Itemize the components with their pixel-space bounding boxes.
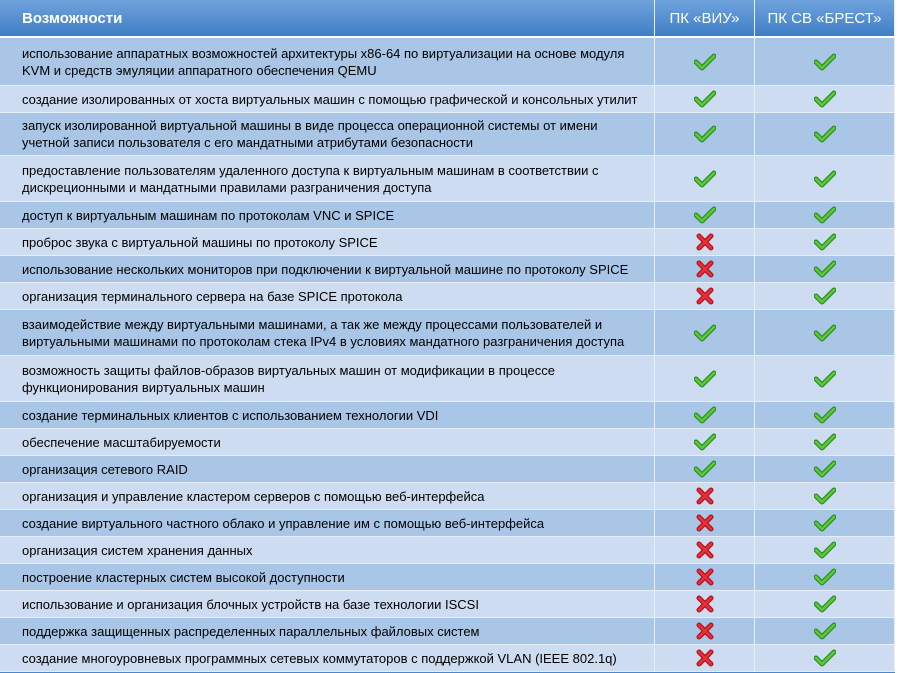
cell-brest — [755, 229, 895, 256]
feature-text: запуск изолированной виртуальной машины в виде процесса операционной системы от имени учетной записи пользователя с его мандатными атрибутами безопасности — [0, 113, 655, 156]
cell-brest — [755, 113, 895, 156]
check-icon — [694, 433, 716, 451]
cross-icon — [696, 595, 714, 613]
cross-icon — [696, 487, 714, 505]
cell-brest — [755, 510, 895, 537]
cell-brest — [755, 645, 895, 672]
cell-viu — [655, 356, 755, 402]
cell-brest — [755, 456, 895, 483]
cell-brest — [755, 618, 895, 645]
check-icon — [814, 260, 836, 278]
cell-brest — [755, 402, 895, 429]
cell-brest — [755, 256, 895, 283]
check-icon — [694, 370, 716, 388]
check-icon — [694, 90, 716, 108]
feature-text: обеспечение масштабируемости — [0, 429, 655, 456]
header-features: Возможности — [0, 0, 655, 38]
feature-text: использование нескольких мониторов при подключении к виртуальной машине по протоколу SPICE — [0, 256, 655, 283]
check-icon — [814, 90, 836, 108]
cross-icon — [696, 260, 714, 278]
feature-text: проброс звука с виртуальной машины по протоколу SPICE — [0, 229, 655, 256]
cross-icon — [696, 514, 714, 532]
cell-viu — [655, 456, 755, 483]
cell-brest — [755, 283, 895, 310]
check-icon — [814, 460, 836, 478]
feature-text: организация терминального сервера на базе SPICE протокола — [0, 283, 655, 310]
cell-brest — [755, 356, 895, 402]
cell-viu — [655, 591, 755, 618]
check-icon — [814, 206, 836, 224]
check-icon — [814, 53, 836, 71]
cell-viu — [655, 86, 755, 113]
cell-brest — [755, 483, 895, 510]
cell-brest — [755, 202, 895, 229]
check-icon — [694, 460, 716, 478]
check-icon — [814, 568, 836, 586]
check-icon — [694, 125, 716, 143]
feature-text: организация и управление кластером серверов с помощью веб-интерфейса — [0, 483, 655, 510]
cell-viu — [655, 564, 755, 591]
cross-icon — [696, 568, 714, 586]
feature-text: создание терминальных клиентов с использованием технологии VDI — [0, 402, 655, 429]
cell-viu — [655, 156, 755, 202]
feature-text: построение кластерных систем высокой доступности — [0, 564, 655, 591]
cell-brest — [755, 38, 895, 86]
check-icon — [814, 170, 836, 188]
cross-icon — [696, 649, 714, 667]
cross-icon — [696, 541, 714, 559]
check-icon — [814, 487, 836, 505]
check-icon — [814, 541, 836, 559]
cell-brest — [755, 310, 895, 356]
check-icon — [814, 406, 836, 424]
check-icon — [694, 406, 716, 424]
check-icon — [694, 206, 716, 224]
cell-viu — [655, 537, 755, 564]
feature-text: возможность защиты файлов-образов виртуальных машин от модификации в процессе функционирования виртуальных машин — [0, 356, 655, 402]
cell-viu — [655, 402, 755, 429]
feature-text: создание многоуровневых программных сетевых коммутаторов с поддержкой VLAN (IEEE 802.1q) — [0, 645, 655, 672]
check-icon — [814, 233, 836, 251]
feature-text: организация систем хранения данных — [0, 537, 655, 564]
cell-brest — [755, 591, 895, 618]
cell-viu — [655, 256, 755, 283]
cell-brest — [755, 86, 895, 113]
feature-text: доступ к виртуальным машинам по протоколам VNC и SPICE — [0, 202, 655, 229]
check-icon — [814, 287, 836, 305]
cell-viu — [655, 283, 755, 310]
feature-text: создание виртуального частного облако и управление им с помощью веб-интерфейса — [0, 510, 655, 537]
cross-icon — [696, 287, 714, 305]
cell-viu — [655, 618, 755, 645]
cell-viu — [655, 310, 755, 356]
check-icon — [814, 649, 836, 667]
check-icon — [814, 622, 836, 640]
cell-viu — [655, 113, 755, 156]
check-icon — [694, 324, 716, 342]
check-icon — [814, 324, 836, 342]
header-viu: ПК «ВИУ» — [655, 0, 755, 38]
feature-text: предоставление пользователям удаленного доступа к виртуальным машинам в соответствии с дискреционными и мандатными правилами разграничения доступа — [0, 156, 655, 202]
check-icon — [814, 595, 836, 613]
cross-icon — [696, 622, 714, 640]
cell-brest — [755, 429, 895, 456]
header-brest: ПК СВ «БРЕСТ» — [755, 0, 895, 38]
cell-viu — [655, 510, 755, 537]
cross-icon — [696, 233, 714, 251]
cell-viu — [655, 38, 755, 86]
cell-viu — [655, 645, 755, 672]
feature-text: организация сетевого RAID — [0, 456, 655, 483]
cell-brest — [755, 564, 895, 591]
feature-text: поддержка защищенных распределенных параллельных файловых систем — [0, 618, 655, 645]
check-icon — [814, 514, 836, 532]
check-icon — [814, 125, 836, 143]
cell-brest — [755, 156, 895, 202]
feature-text: использование и организация блочных устройств на базе технологии ISCSI — [0, 591, 655, 618]
cell-viu — [655, 229, 755, 256]
cell-brest — [755, 537, 895, 564]
feature-text: взаимодействие между виртуальными машинами, а так же между процессами пользователей и виртуальными машинами по протоколам стека IPv4 в условиях мандатного разграничения доступа — [0, 310, 655, 356]
feature-text: использование аппаратных возможностей архитектуры x86-64 по виртуализации на основе модуля KVM и средств эмуляции аппаратного обеспечения QEMU — [0, 38, 655, 86]
check-icon — [694, 53, 716, 71]
feature-text: создание изолированных от хоста виртуальных машин с помощью графической и консольных утилит — [0, 86, 655, 113]
check-icon — [814, 370, 836, 388]
cell-viu — [655, 429, 755, 456]
check-icon — [814, 433, 836, 451]
check-icon — [694, 170, 716, 188]
cell-viu — [655, 483, 755, 510]
cell-viu — [655, 202, 755, 229]
